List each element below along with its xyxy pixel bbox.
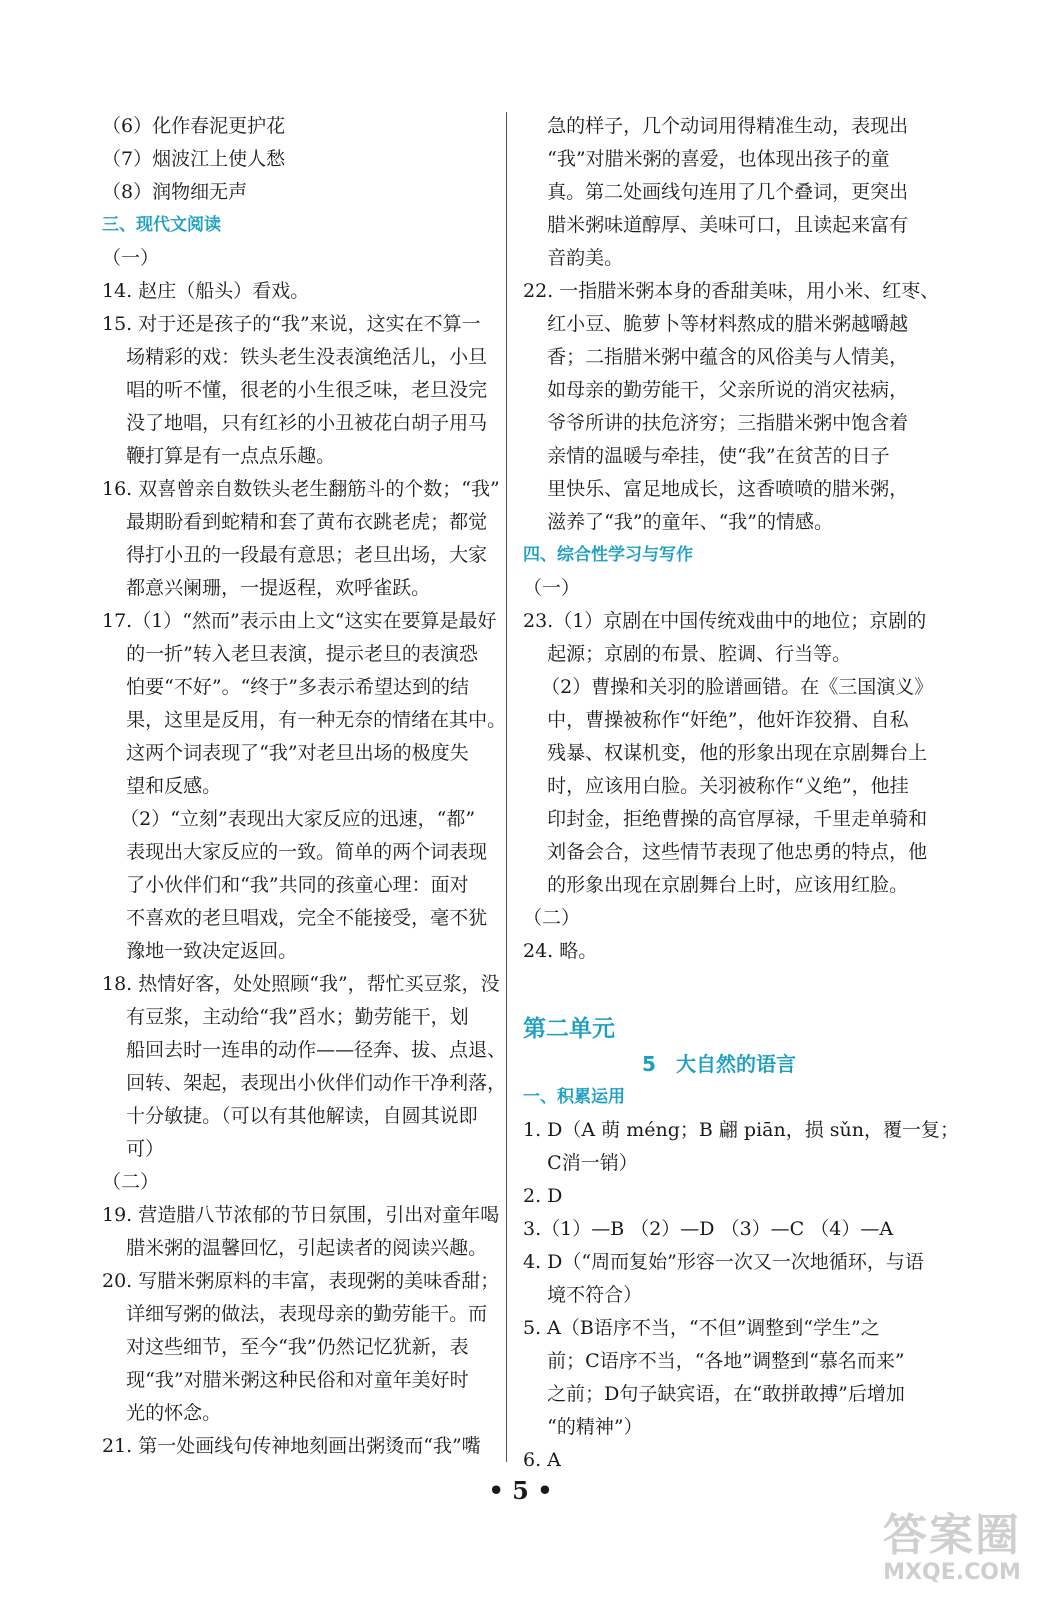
text-line: 有豆浆，主动给“我”舀水；勤劳能干，划 xyxy=(102,1006,469,1028)
text-line: 5. A（B语序不当，“不但”调整到“学生”之 xyxy=(523,1317,880,1339)
text-line: 4. D（“周而复始”形容一次又一次地循环，与语 xyxy=(523,1251,924,1273)
text-line: 3.（1）—B （2）—D （3）—C （4）—A xyxy=(523,1218,894,1240)
text-line: “我”对腊米粥的喜爱，也体现出孩子的童 xyxy=(523,148,890,170)
text-line: 22. 一指腊米粥本身的香甜美味，用小米、红枣、 xyxy=(523,280,940,302)
right-column xyxy=(523,110,959,1477)
section-heading: 一、积累运用 xyxy=(523,1087,625,1107)
text-line: 23.（1）京剧在中国传统戏曲中的地位；京剧的 xyxy=(523,610,927,632)
text-line: 表现出大家反应的一致。简单的两个词表现 xyxy=(102,841,488,863)
text-line: （6）化作春泥更护花 xyxy=(102,115,286,137)
text-line: 亲情的温暖与牵挂，使“我”在贫苦的日子 xyxy=(523,445,890,467)
section-heading: 四、综合性学习与写作 xyxy=(523,545,693,565)
text-line: 怕要“不好”。“终于”多表示希望达到的结 xyxy=(102,676,470,698)
text-line: 时，应该用白脸。关羽被称作“义绝”，他挂 xyxy=(523,775,909,797)
text-line: 没了地唱，只有红衫的小丑被花白胡子用马 xyxy=(102,412,488,434)
text-line: 对这些细节，至今“我”仍然记忆犹新，表 xyxy=(102,1336,469,1358)
text-line: 最期盼看到蛇精和套了黄布衣跳老虎；都觉 xyxy=(102,511,488,533)
lesson-heading: 5 大自然的语言 xyxy=(642,1052,796,1076)
text-line: （一） xyxy=(523,577,581,599)
text-line: 腊米粥味道醇厚、美味可口，且读起来富有 xyxy=(523,214,909,236)
text-line: 之前；D句子缺宾语，在“敢拼敢搏”后增加 xyxy=(523,1383,905,1405)
text-line: 残暴、权谋机变，他的形象出现在京剧舞台上 xyxy=(523,742,928,764)
text-line: 回转、架起，表现出小伙伴们动作干净利落， xyxy=(102,1072,507,1094)
text-line: 刘备会合，这些情节表现了他忠勇的特点，他 xyxy=(523,841,928,863)
text-line: 14. 赵庄（船头）看戏。 xyxy=(102,280,310,302)
text-line: （2）“立刻”表现出大家反应的迅速，“都” xyxy=(102,808,476,830)
text-line: 20. 写腊米粥原料的丰富，表现粥的美味香甜； xyxy=(102,1270,500,1292)
text-line: 境不符合） xyxy=(523,1284,643,1306)
text-line: 16. 双喜曾亲自数铁头老生翻筋斗的个数；“我” xyxy=(102,478,500,500)
text-line: 这两个词表现了“我”对老旦出场的极度失 xyxy=(102,742,469,764)
text-line: （2）曹操和关羽的脸谱画错。在《三国演义》 xyxy=(523,676,934,698)
text-line: “的精神”） xyxy=(523,1416,643,1438)
text-line: 红小豆、脆萝卜等材料熬成的腊米粥越嚼越 xyxy=(523,313,909,335)
text-line: 印封金，拒绝曹操的高官厚禄，千里走单骑和 xyxy=(523,808,928,830)
text-line: 现“我”对腊米粥这种民俗和对童年美好时 xyxy=(102,1369,469,1391)
unit-heading: 第二单元 xyxy=(523,1016,615,1042)
text-line: 如母亲的勤劳能干，父亲所说的消灾祛病， xyxy=(523,379,909,401)
text-line: 的形象出现在京剧舞台上时，应该用红脸。 xyxy=(523,874,909,896)
text-line: 唱的听不懂，很老的小生很乏味，老旦没完 xyxy=(102,379,488,401)
text-line: 里快乐、富足地成长，这香喷喷的腊米粥， xyxy=(523,478,909,500)
text-line: 21. 第一处画线句传神地刻画出粥烫而“我”嘴 xyxy=(102,1435,481,1457)
text-line: 船回去时一连串的动作——径奔、拔、点退、 xyxy=(102,1039,507,1061)
text-line: 音韵美。 xyxy=(523,247,624,269)
watermark-logo: 答案圈 xyxy=(883,1510,1021,1561)
text-line: 鞭打算是有一点点乐趣。 xyxy=(102,445,336,467)
text-line: 19. 营造腊八节浓郁的节日氛围，引出对童年喝 xyxy=(102,1204,500,1226)
text-line: 17.（1）“然而”表示由上文“这实在要算是最好 xyxy=(102,610,497,632)
text-line: 起源；京剧的布景、腔调、行当等。 xyxy=(523,643,852,665)
text-line: （二） xyxy=(102,1171,160,1193)
text-line: 望和反感。 xyxy=(102,775,222,797)
text-line: 前；C语序不当，“各地”调整到“慕名而来” xyxy=(523,1350,905,1372)
text-line: 真。第二处画线句连用了几个叠词，更突出 xyxy=(523,181,909,203)
text-line: 1. D（A 萌 méng；B 翩 piān，损 sǔn，覆一复； xyxy=(523,1119,959,1141)
text-line: 得打小丑的一段最有意思；老旦出场，大家 xyxy=(102,544,488,566)
text-line: （一） xyxy=(102,247,160,269)
text-line: （7）烟波江上使人愁 xyxy=(102,148,286,170)
text-line: 详细写粥的做法，表现母亲的勤劳能干。而 xyxy=(102,1303,488,1325)
text-line xyxy=(523,968,915,1001)
text-line: （8）润物细无声 xyxy=(102,181,248,203)
text-line: 2. D xyxy=(523,1185,563,1207)
watermark xyxy=(883,1512,1021,1586)
left-column xyxy=(102,110,507,1463)
text-line: 香；二指腊米粥中蕴含的风俗美与人情美， xyxy=(523,346,909,368)
text-line: 中，曹操被称作“奸绝”，他奸诈狡猾、自私 xyxy=(523,709,909,731)
text-line: 场精彩的戏：铁头老生没表演绝活儿，小旦 xyxy=(102,346,488,368)
text-line: 果，这里是反用，有一种无奈的情绪在其中。 xyxy=(102,709,507,731)
text-line: 光的怀念。 xyxy=(102,1402,222,1424)
text-line: 24. 略。 xyxy=(523,940,598,962)
text-line: 爷爷所讲的扶危济穷；三指腊米粥中饱含着 xyxy=(523,412,909,434)
text-line: 15. 对于还是孩子的“我”来说，这实在不算一 xyxy=(102,313,481,335)
text-line: 十分敏捷。（可以有其他解读，自圆其说即 xyxy=(102,1105,478,1127)
text-line: 豫地一致决定返回。 xyxy=(102,940,298,962)
text-line: 6. A xyxy=(523,1449,561,1471)
text-line: 的一折”转入老旦表演，提示老旦的表演恐 xyxy=(102,643,478,665)
text-line: 不喜欢的老旦唱戏，完全不能接受，毫不犹 xyxy=(102,907,488,929)
text-line: 可） xyxy=(102,1138,165,1160)
text-line: 急的样子，几个动词用得精准生动，表现出 xyxy=(523,115,909,137)
text-line: 都意兴阑珊，一提返程，欢呼雀跃。 xyxy=(102,577,431,599)
text-line: （二） xyxy=(523,907,581,929)
page-number: • 5 • xyxy=(488,1476,553,1505)
watermark-site: MXQE.COM xyxy=(883,1560,1021,1585)
column-divider xyxy=(506,112,507,1462)
text-line: 了小伙伴们和“我”共同的孩童心理：面对 xyxy=(102,874,469,896)
text-line: C消一销） xyxy=(523,1152,638,1174)
text-line: 18. 热情好客，处处照顾“我”，帮忙买豆浆，没 xyxy=(102,973,500,995)
section-heading: 三、现代文阅读 xyxy=(102,215,221,235)
text-line: 腊米粥的温馨回忆，引起读者的阅读兴趣。 xyxy=(102,1237,488,1259)
text-line: 滋养了“我”的童年、“我”的情感。 xyxy=(523,511,834,533)
